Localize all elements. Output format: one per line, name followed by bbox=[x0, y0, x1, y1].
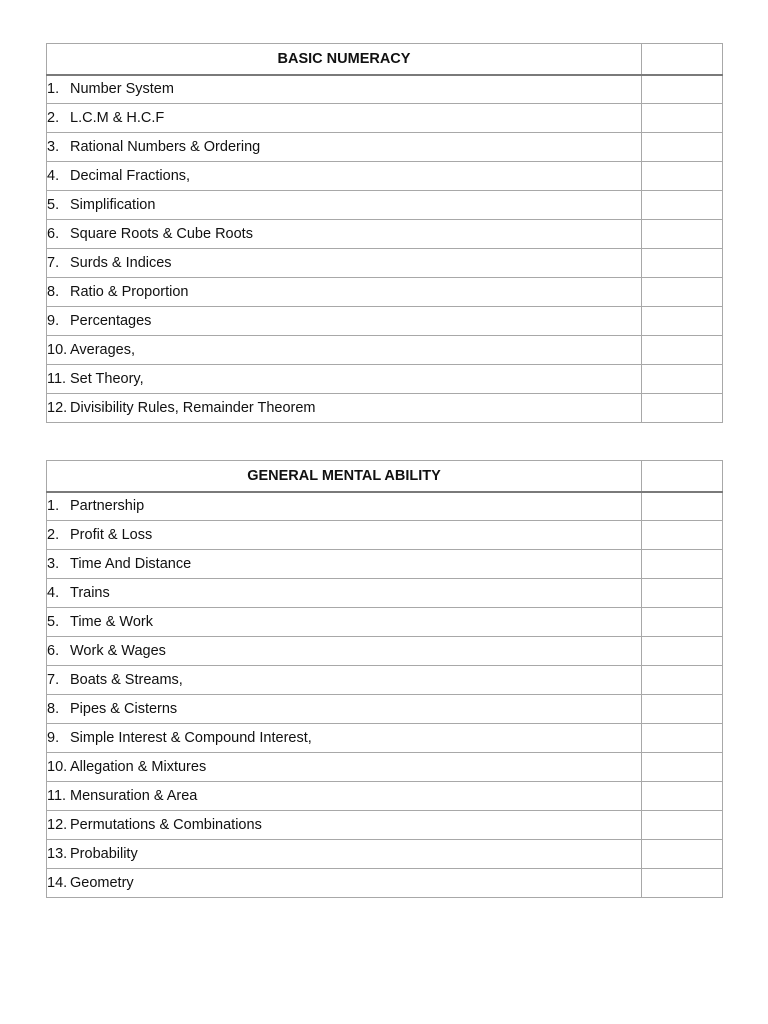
topic-cell bbox=[47, 695, 642, 724]
topic-label: Surds & Indices bbox=[70, 255, 172, 271]
item-number: 8. bbox=[47, 284, 60, 300]
table-row bbox=[47, 840, 723, 869]
item-number: 3. bbox=[47, 139, 60, 155]
topic-cell bbox=[47, 336, 642, 365]
topic-label: Permutations & Combinations bbox=[70, 817, 262, 833]
item-number: 6. bbox=[47, 226, 60, 242]
table-row bbox=[47, 695, 723, 724]
topic-label: Pipes & Cisterns bbox=[70, 701, 178, 717]
topic-cell bbox=[47, 579, 642, 608]
topic-label: Mensuration & Area bbox=[70, 788, 198, 804]
topic-cell bbox=[47, 278, 642, 307]
topic-label: Simplification bbox=[70, 197, 156, 213]
check-cell bbox=[642, 521, 723, 550]
topic-label: L.C.M & H.C.F bbox=[70, 110, 165, 126]
item-number: 2. bbox=[47, 527, 60, 543]
table-row bbox=[47, 724, 723, 753]
item-number: 9. bbox=[47, 313, 60, 329]
check-cell bbox=[642, 753, 723, 782]
table-row bbox=[47, 104, 723, 133]
table-row bbox=[47, 249, 723, 278]
check-cell bbox=[642, 811, 723, 840]
topic-label: Time & Work bbox=[70, 614, 153, 630]
item-number: 6. bbox=[47, 643, 60, 659]
topic-cell bbox=[47, 840, 642, 869]
topic-cell bbox=[47, 637, 642, 666]
item-number: 2. bbox=[47, 110, 60, 126]
topic-label: Square Roots & Cube Roots bbox=[70, 226, 253, 242]
topic-label: Trains bbox=[70, 585, 110, 601]
topic-cell bbox=[47, 307, 642, 336]
item-number: 11. bbox=[47, 788, 67, 804]
topic-cell bbox=[47, 394, 642, 423]
item-number: 1. bbox=[47, 81, 60, 98]
topic-cell bbox=[47, 162, 642, 191]
check-cell bbox=[642, 162, 723, 191]
topic-label: Averages, bbox=[70, 342, 136, 358]
topic-label: Percentages bbox=[70, 313, 152, 329]
table-row bbox=[47, 278, 723, 307]
table-row bbox=[47, 579, 723, 608]
item-number: 11. bbox=[47, 371, 67, 387]
check-cell bbox=[642, 104, 723, 133]
check-cell bbox=[642, 278, 723, 307]
topic-label: Boats & Streams, bbox=[70, 672, 183, 688]
table-row bbox=[47, 365, 723, 394]
basic-numeracy-table bbox=[46, 43, 723, 423]
check-cell bbox=[642, 695, 723, 724]
check-cell bbox=[642, 637, 723, 666]
item-number: 10. bbox=[47, 759, 68, 775]
topic-label: Number System bbox=[70, 81, 174, 98]
item-number: 7. bbox=[47, 255, 60, 271]
topic-cell bbox=[47, 724, 642, 753]
table-row bbox=[47, 394, 723, 423]
topic-cell bbox=[47, 75, 642, 104]
check-cell bbox=[642, 220, 723, 249]
check-cell bbox=[642, 724, 723, 753]
table-row bbox=[47, 307, 723, 336]
table-row bbox=[47, 220, 723, 249]
general-mental-ability-table bbox=[46, 460, 723, 898]
topic-label: Profit & Loss bbox=[70, 527, 153, 543]
check-cell bbox=[642, 579, 723, 608]
check-cell bbox=[642, 133, 723, 162]
table-row bbox=[47, 133, 723, 162]
table-row bbox=[47, 550, 723, 579]
check-cell bbox=[642, 782, 723, 811]
item-number: 8. bbox=[47, 701, 60, 717]
topic-label: Ratio & Proportion bbox=[70, 284, 189, 300]
topic-cell bbox=[47, 220, 642, 249]
checkbox-header-cell bbox=[642, 461, 723, 492]
table-row bbox=[47, 521, 723, 550]
item-number: 10. bbox=[47, 342, 68, 358]
topic-label: Work & Wages bbox=[70, 643, 166, 659]
topic-label: Simple Interest & Compound Interest, bbox=[70, 730, 312, 746]
table-header-row bbox=[47, 44, 723, 75]
table-row bbox=[47, 753, 723, 782]
check-cell bbox=[642, 307, 723, 336]
table-row bbox=[47, 811, 723, 840]
topic-cell bbox=[47, 782, 642, 811]
topic-cell bbox=[47, 104, 642, 133]
topic-cell bbox=[47, 550, 642, 579]
check-cell bbox=[642, 365, 723, 394]
topic-label: Geometry bbox=[70, 875, 134, 891]
table-row bbox=[47, 162, 723, 191]
topic-cell bbox=[47, 608, 642, 637]
table-row bbox=[47, 637, 723, 666]
check-cell bbox=[642, 608, 723, 637]
item-number: 9. bbox=[47, 730, 60, 746]
item-number: 14. bbox=[47, 875, 68, 891]
topic-cell bbox=[47, 811, 642, 840]
item-number: 5. bbox=[47, 197, 60, 213]
topic-cell bbox=[47, 133, 642, 162]
table-row bbox=[47, 608, 723, 637]
check-cell bbox=[642, 666, 723, 695]
topic-label: Set Theory, bbox=[70, 371, 144, 387]
check-cell bbox=[642, 840, 723, 869]
topic-cell bbox=[47, 521, 642, 550]
item-number: 12. bbox=[47, 817, 68, 833]
item-number: 5. bbox=[47, 614, 60, 630]
item-number: 13. bbox=[47, 846, 68, 862]
topic-label: Decimal Fractions, bbox=[70, 168, 191, 184]
table-row bbox=[47, 666, 723, 695]
item-number: 3. bbox=[47, 556, 60, 572]
check-cell bbox=[642, 336, 723, 365]
topic-cell bbox=[47, 666, 642, 695]
topic-cell bbox=[47, 365, 642, 394]
check-cell bbox=[642, 75, 723, 104]
table-row bbox=[47, 75, 723, 104]
check-cell bbox=[642, 492, 723, 521]
topic-cell bbox=[47, 869, 642, 898]
check-cell bbox=[642, 394, 723, 423]
topic-label: Rational Numbers & Ordering bbox=[70, 139, 261, 155]
topic-cell bbox=[47, 191, 642, 220]
topic-cell bbox=[47, 249, 642, 278]
topic-label: Time And Distance bbox=[70, 556, 192, 572]
table-row bbox=[47, 336, 723, 365]
section-title: BASIC NUMERACY bbox=[47, 44, 642, 75]
topic-label: Allegation & Mixtures bbox=[70, 759, 207, 775]
check-cell bbox=[642, 191, 723, 220]
section-title: GENERAL MENTAL ABILITY bbox=[47, 461, 642, 492]
table-row bbox=[47, 191, 723, 220]
topic-label: Partnership bbox=[70, 498, 145, 515]
topic-cell bbox=[47, 492, 642, 521]
topic-label: Divisibility Rules, Remainder Theorem bbox=[70, 400, 316, 416]
item-number: 12. bbox=[47, 400, 68, 416]
check-cell bbox=[642, 869, 723, 898]
table-row bbox=[47, 869, 723, 898]
topic-cell bbox=[47, 753, 642, 782]
checkbox-header-cell bbox=[642, 44, 723, 75]
check-cell bbox=[642, 249, 723, 278]
topic-label: Probability bbox=[70, 846, 138, 862]
item-number: 4. bbox=[47, 168, 60, 184]
table-row bbox=[47, 782, 723, 811]
table-header-row bbox=[47, 461, 723, 492]
item-number: 1. bbox=[47, 498, 60, 515]
item-number: 7. bbox=[47, 672, 60, 688]
item-number: 4. bbox=[47, 585, 60, 601]
table-row bbox=[47, 492, 723, 521]
check-cell bbox=[642, 550, 723, 579]
